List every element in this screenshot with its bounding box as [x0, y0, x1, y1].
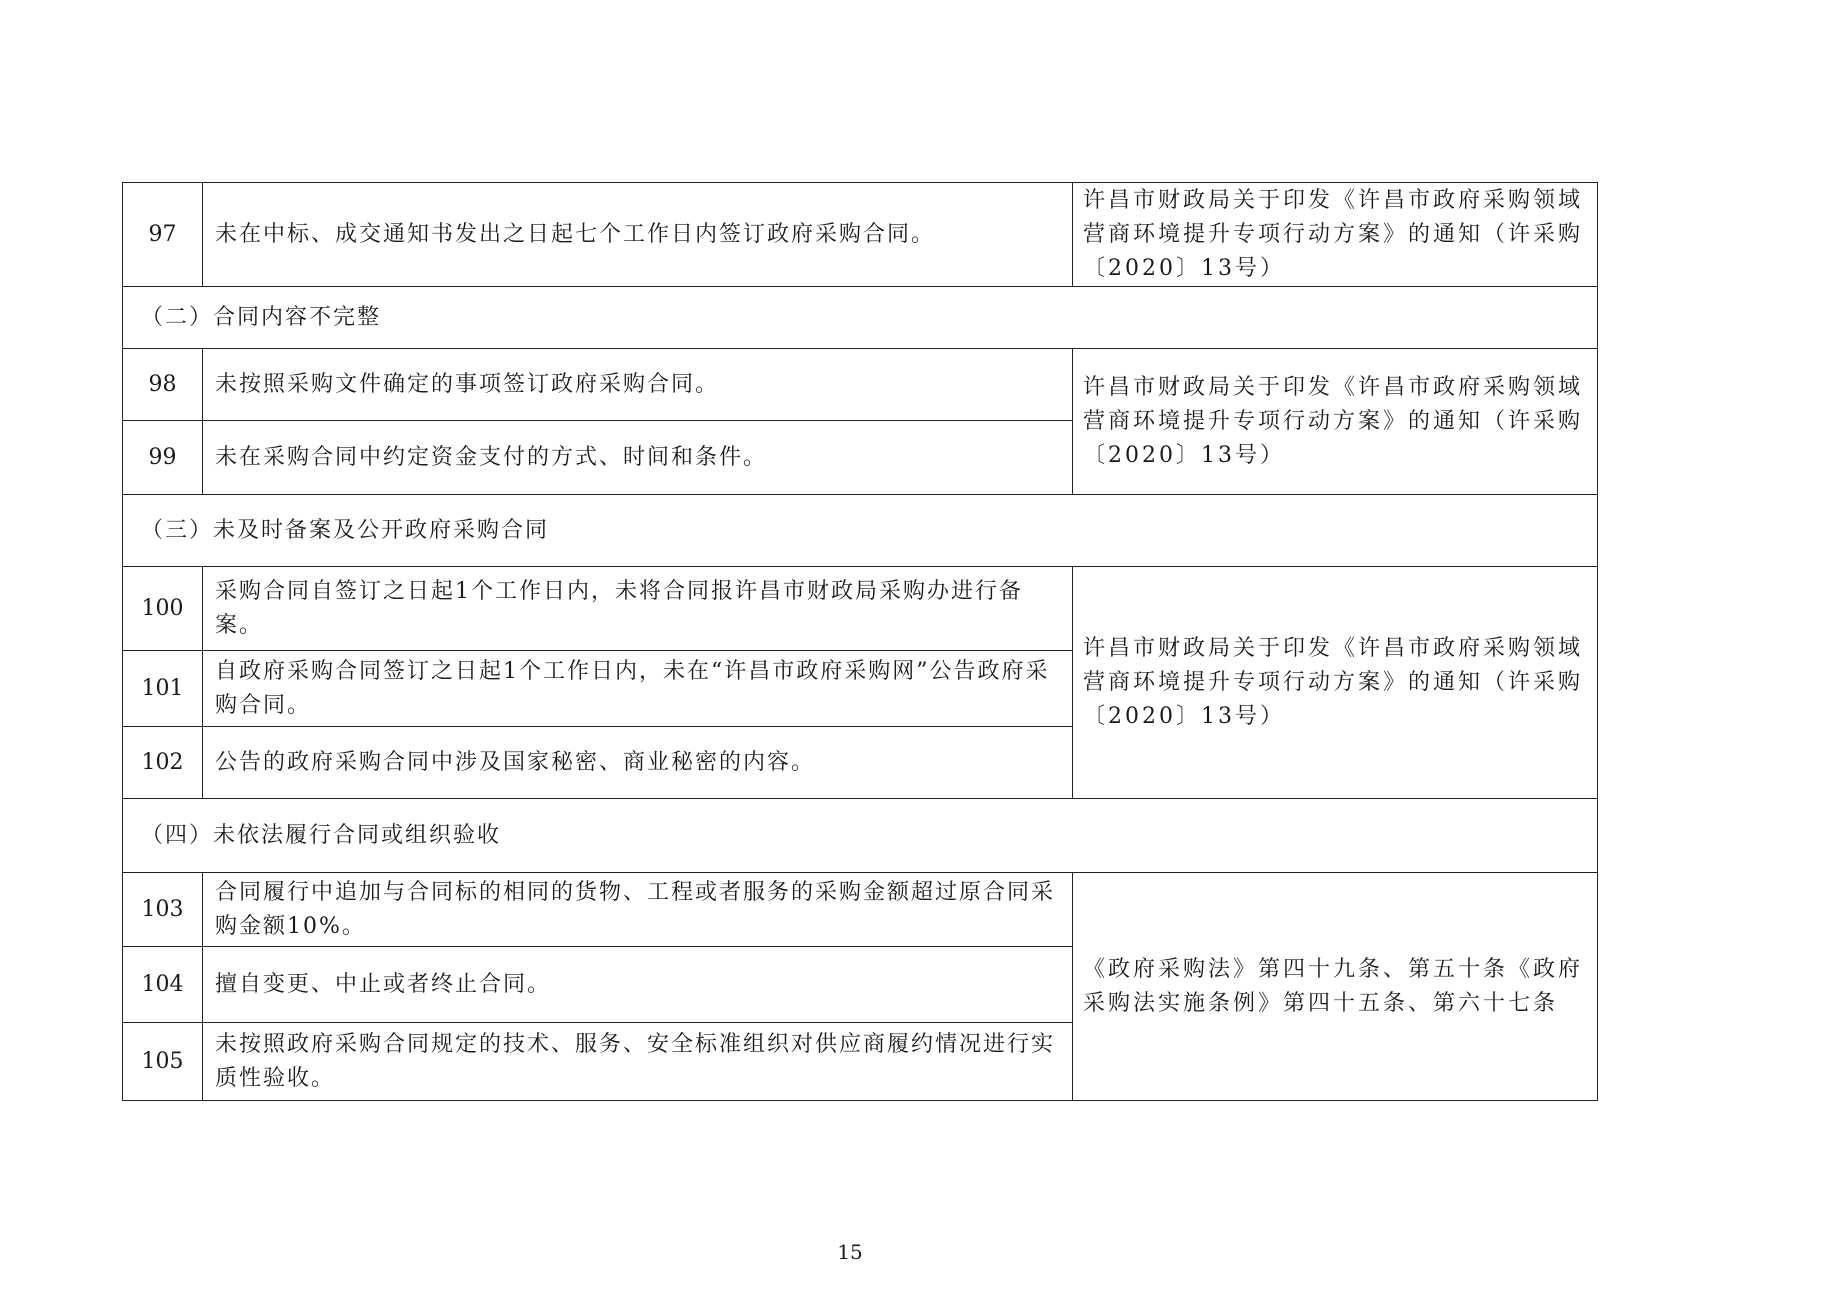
item-description: 未按照政府采购合同规定的技术、服务、安全标准组织对供应商履约情况进行实质性验收。 [203, 1023, 1073, 1101]
item-description: 未按照采购文件确定的事项签订政府采购合同。 [203, 349, 1073, 421]
item-description: 擅自变更、中止或者终止合同。 [203, 947, 1073, 1023]
legal-basis: 许昌市财政局关于印发《许昌市政府采购领域营商环境提升专项行动方案》的通知（许采购〔2020〕13号） [1073, 567, 1598, 799]
item-number: 99 [123, 421, 203, 495]
section-header-row [123, 495, 1598, 567]
item-description: 公告的政府采购合同中涉及国家秘密、商业秘密的内容。 [203, 727, 1073, 799]
table-row [123, 349, 1598, 421]
section-title: （二）合同内容不完整 [123, 287, 1598, 349]
violations-table [122, 182, 1598, 1101]
item-description: 合同履行中追加与合同标的相同的货物、工程或者服务的采购金额超过原合同采购金额10%。 [203, 873, 1073, 947]
item-number: 103 [123, 873, 203, 947]
section-title: （三）未及时备案及公开政府采购合同 [123, 495, 1598, 567]
item-description: 未在中标、成交通知书发出之日起七个工作日内签订政府采购合同。 [203, 183, 1073, 287]
item-number: 97 [123, 183, 203, 287]
legal-basis: 《政府采购法》第四十九条、第五十条《政府采购法实施条例》第四十五条、第六十七条 [1073, 873, 1598, 1101]
legal-basis: 许昌市财政局关于印发《许昌市政府采购领域营商环境提升专项行动方案》的通知（许采购〔2020〕13号） [1073, 349, 1598, 495]
page-number: 15 [837, 1240, 863, 1264]
item-number: 98 [123, 349, 203, 421]
section-title: （四）未依法履行合同或组织验收 [123, 799, 1598, 873]
section-header-row [123, 287, 1598, 349]
item-number: 105 [123, 1023, 203, 1101]
item-number: 101 [123, 651, 203, 727]
section-header-row [123, 799, 1598, 873]
item-description: 自政府采购合同签订之日起1个工作日内，未在“许昌市政府采购网”公告政府采购合同。 [203, 651, 1073, 727]
legal-basis: 许昌市财政局关于印发《许昌市政府采购领域营商环境提升专项行动方案》的通知（许采购〔2020〕13号） [1073, 183, 1598, 287]
table-row [123, 567, 1598, 651]
item-number: 100 [123, 567, 203, 651]
item-description: 未在采购合同中约定资金支付的方式、时间和条件。 [203, 421, 1073, 495]
table-row [123, 183, 1598, 287]
item-description: 采购合同自签订之日起1个工作日内，未将合同报许昌市财政局采购办进行备案。 [203, 567, 1073, 651]
item-number: 102 [123, 727, 203, 799]
item-number: 104 [123, 947, 203, 1023]
table-row [123, 873, 1598, 947]
